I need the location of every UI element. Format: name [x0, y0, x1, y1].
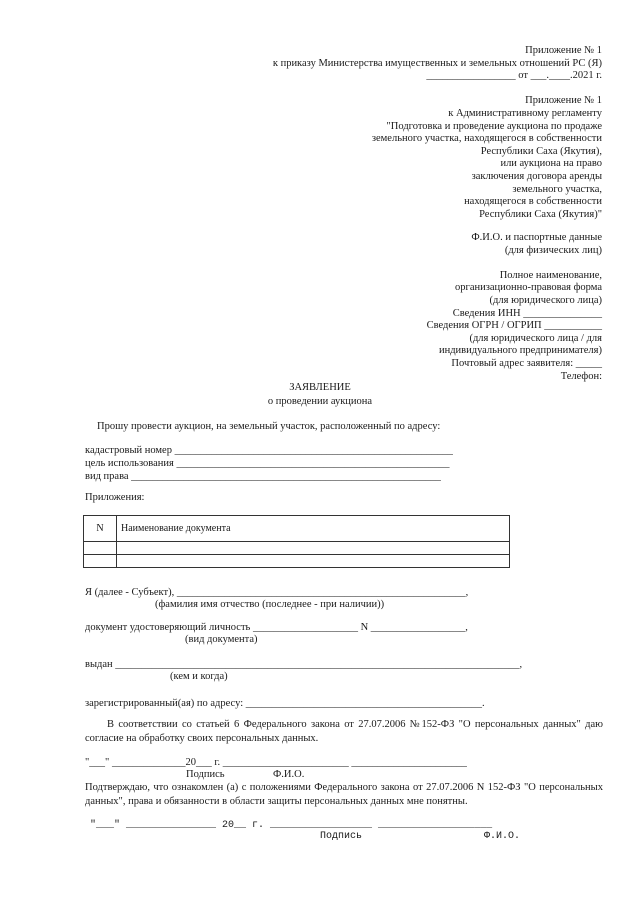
applicant-block-line: Почтовый адрес заявителя: _____ [451, 358, 602, 369]
table-header-name: Наименование документа [117, 516, 510, 542]
applicant-block-line: (для юридического лица / для [469, 332, 602, 344]
issued-line[interactable]: выдан _____________________________________________________________________________, [85, 659, 523, 670]
applicant-block-line: Сведения ОГРН / ОГРИП ___________ [426, 320, 602, 332]
request-text: Прошу провести аукцион, на земельный участок, расположенный по адресу: [97, 421, 441, 432]
header-block-line: находящегося в собственности [464, 196, 602, 208]
header-block-line: или аукциона на право [500, 158, 602, 170]
applicant-block-line: (для физических лиц) [504, 244, 602, 256]
attachments-table [83, 515, 510, 568]
sign1-signature-label: Подпись [186, 769, 225, 780]
sign2-fio-label: Ф.И.О. [484, 831, 521, 842]
table-row[interactable] [84, 555, 510, 568]
consent-text: В соответствии со статьей 6 Федерального закона от 27.07.2006 №152-ФЗ "О персональных данных" даю согласие на обработку своих персональных данных. [85, 719, 603, 744]
sign1-fio-label: Ф.И.О. [273, 769, 305, 780]
subject-hint: (фамилия имя отчество (последнее - при наличии)) [155, 599, 385, 610]
header-block-line: земельного участка, [512, 183, 602, 195]
applicant-block-line: организационно-правовая форма [455, 282, 602, 294]
header-block-line: Приложение № 1 [525, 45, 602, 56]
attachments-label: Приложения: [85, 492, 145, 503]
sign1-line[interactable]: "___" ______________20___ г. ________________________ ______________________ [85, 757, 467, 768]
header-block-line: Республики Саха (Якутия), [480, 145, 602, 157]
table-row[interactable] [84, 542, 510, 555]
header-block-line: Республики Саха (Якутия)" [479, 208, 602, 220]
document-subtitle: о проведении аукциона [267, 396, 373, 407]
purpose-field[interactable]: цель использования ____________________________________________________ [85, 458, 450, 469]
right-type-field[interactable]: вид права ___________________________________________________________ [85, 471, 441, 482]
applicant-block-line: Сведения ИНН _______________ [452, 307, 602, 319]
applicant-block-line: (для юридического лица) [489, 295, 602, 306]
issued-hint: (кем и когда) [170, 671, 228, 682]
table-header-n: N [84, 516, 117, 542]
applicant-block-line: Ф.И.О. и паспортные данные [471, 232, 602, 243]
confirm-text: Подтверждаю, что ознакомлен (а) с положениями Федерального закона от 27.07.2006 N 152-ФЗ "О персональных данных", права и обязанности в области защиты персональных данных мне понятны. [85, 782, 603, 807]
header-block-line: "Подготовка и проведение аукциона по продаже [386, 120, 602, 132]
identity-line[interactable]: документ удостоверяющий личность ____________________ N __________________, [85, 622, 468, 633]
header-block-line: _________________ от ___.____.2021 г. [426, 70, 602, 82]
header-block-line: к Административному регламенту [448, 108, 602, 119]
cadastral-field[interactable]: кадастровый номер _____________________________________________________ [85, 445, 453, 456]
header-block-line: Приложение № 1 [525, 95, 602, 107]
registered-line[interactable]: зарегистрированный(ая) по адресу: _____________________________________________. [85, 698, 485, 709]
document-title: ЗАЯВЛЕНИЕ [289, 382, 351, 393]
sign2-signature-label: Подпись [320, 831, 363, 842]
applicant-block-line: Полное наименование, [499, 269, 602, 281]
subject-line[interactable]: Я (далее - Субъект), _______________________________________________________, [85, 587, 469, 598]
identity-hint: (вид документа) [185, 634, 258, 645]
applicant-block-line: Телефон: [560, 370, 602, 382]
header-block-line: к приказу Министерства имущественных и земельных отношений РС (Я) [272, 57, 602, 69]
sign2-line[interactable]: "___" _______________ 20__ г. _________________ ___________________ [90, 820, 493, 831]
header-block-line: заключения договора аренды [471, 171, 602, 182]
header-block-line: земельного участка, находящегося в собственности [371, 133, 602, 145]
applicant-block-line: индивидуального предпринимателя) [438, 345, 602, 357]
